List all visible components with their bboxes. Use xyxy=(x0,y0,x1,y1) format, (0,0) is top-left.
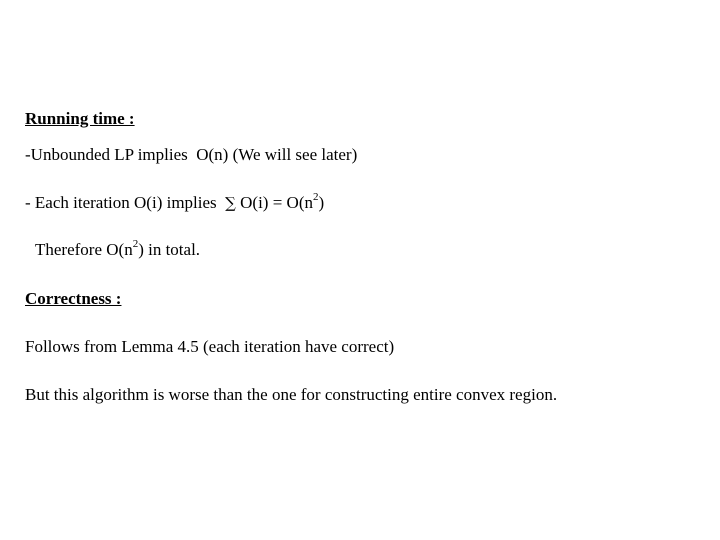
iteration-cost-prefix: - Each iteration O(i) implies xyxy=(25,193,226,212)
iteration-cost-exponent: 2 xyxy=(313,191,319,204)
total-cost-suffix: ) in total. xyxy=(138,240,201,259)
unbounded-lp-line: -Unbounded LP implies O(n) (We will see later) xyxy=(25,145,358,164)
iteration-cost-suffix: ) xyxy=(318,193,325,212)
correctness-heading: Correctness : xyxy=(25,289,122,308)
iteration-cost-line xyxy=(25,193,324,213)
lemma-line: Follows from Lemma 4.5 (each iteration have correct) xyxy=(25,337,395,356)
total-cost-exponent: 2 xyxy=(132,238,139,251)
summation-symbol: ∑ xyxy=(225,194,236,212)
comparison-line: But this algorithm is worse than the one for constructing entire convex region. xyxy=(25,385,558,404)
iteration-cost-middle: O(i) = O(n xyxy=(235,193,313,212)
running-time-heading: Running time : xyxy=(25,109,135,128)
total-cost-prefix: Therefore O(n xyxy=(35,240,133,259)
total-cost-line xyxy=(35,240,200,260)
